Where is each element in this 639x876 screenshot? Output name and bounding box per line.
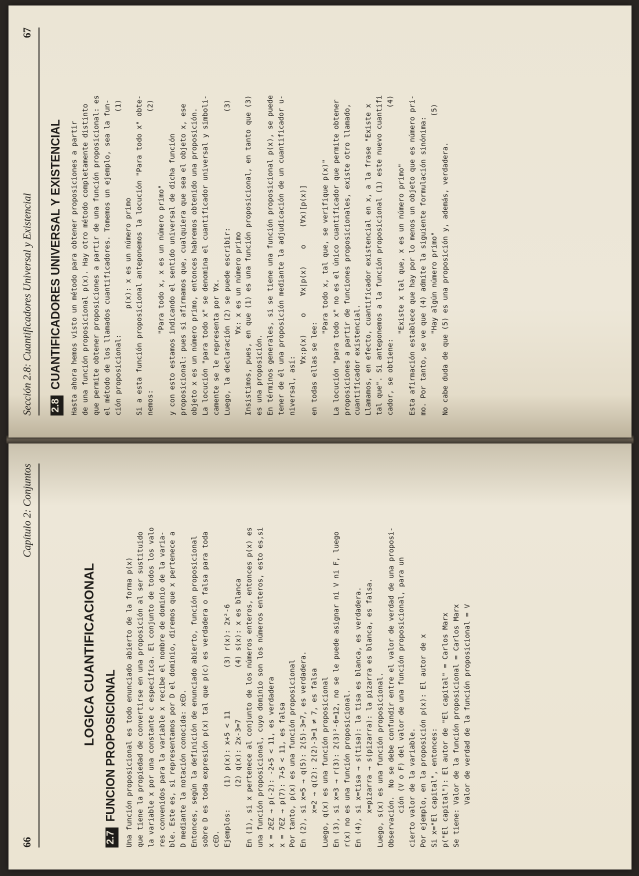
- chapter-title: LOGICA CUANTIFICACIONAL: [81, 563, 97, 746]
- left-page-number: 66: [22, 837, 34, 848]
- text-line: "Para todo x, tal que, se verifique p(x)": [320, 159, 330, 416]
- text-line: tal que". Si anteponemos a la función proposicional (1) este nuevo cuantifi: [374, 95, 384, 416]
- text-line: x=pizarra → s(pizarra): la pizarra es blanca, es falsa.: [364, 578, 374, 848]
- text-line: Insistimos, pues, en que (1) es una función proposicional, en tanto que (3): [243, 95, 253, 416]
- text-line: cierto valor de la variable.: [407, 727, 417, 848]
- text-line: "Existe x tal que, x es un número primo": [396, 163, 406, 416]
- section-number: 2.8: [51, 396, 64, 416]
- text-line: Si x="El capital", entonces:: [429, 727, 439, 848]
- left-page-content: [45, 462, 626, 848]
- text-line: En términos generales, si se tiene una función proposicional p(x), se puede: [265, 95, 275, 416]
- text-line: camente se le representa por ∀x.: [211, 278, 221, 416]
- text-line: La locución "para todo x" no es el único cuantificador que permite obtener: [331, 99, 341, 416]
- text-line: x=2 → q(2): 2(2)-3=1 ≠ 7, es falsa: [309, 668, 319, 848]
- text-line: p("El capital"): El autor de "El capital" = Carlos Marx: [440, 612, 450, 848]
- text-line: x = 7∈Z → p(7): 7+5 < 11, es falsa: [277, 702, 286, 848]
- text-line: una función proposicional, cuyo dominio son los números enteros, esto es,si: [255, 527, 265, 848]
- right-header-rule: [39, 28, 40, 416]
- text-line: cador, se obtiene: (4): [385, 95, 395, 416]
- text-line: ∀x: x es un número primo: [233, 231, 242, 416]
- right-running-head: Sección 2.8: Cuantificadores Universal y Existencial: [22, 193, 34, 416]
- text-line: c∈D.: [211, 830, 221, 848]
- text-line: Por tanto, p(x) es una función proposicional: [287, 659, 297, 848]
- text-line: es una proposición.: [254, 334, 264, 416]
- text-line: Esta afirmación establece que hay por lo menos un objeto que es número pri-: [407, 95, 417, 416]
- text-line: D mediante la notación conocida: x∈D.: [178, 689, 188, 848]
- text-line: Hasta ahora hemos visto un método para obtener proposiciones a partir: [69, 120, 79, 416]
- text-line: Valor de verdad de la función proposicional = V: [462, 604, 472, 848]
- text-line: La locución "para todo x" se denomina el cuantificador universal y simboli-: [200, 95, 210, 416]
- section-heading-2-7: [105, 462, 118, 848]
- text-line: nemos: (2): [145, 99, 155, 416]
- text-line: Ejemplos: (1) p(x): x+5 < 11 (3) r(x): 2x²-6: [222, 604, 232, 848]
- text-line: Se tiene: Valor de la función proposicional = Carlos Marx: [451, 604, 461, 848]
- text-line: Llamamos, en efecto, cuantificador existencial en x, a la frase "Existe x: [363, 103, 373, 416]
- text-line: res convenidos para la variable x recibe el nombre de dominio de la varia-: [157, 531, 167, 848]
- text-line: proposiciones a partir de funciones proposicionales, existe otro llamado,: [342, 103, 352, 416]
- text-line: objeto x es un número primo, entonces habremos obtenido una proposición.: [189, 108, 199, 416]
- left-header-rule: [39, 464, 40, 848]
- text-line: ble. Este es, si representamos por D el dominio, diremos que x pertenece a: [167, 531, 177, 848]
- text-line: ción proposicional: (1): [113, 99, 123, 416]
- section-title: FUNCION PROPOSICIONAL: [105, 669, 118, 822]
- text-line: Luego, q(x) es una función proposicional: [320, 676, 330, 848]
- right-page-content: [45, 26, 626, 416]
- text-line: Una función proposicional es todo enunciado abierto de la forma p(x): [124, 557, 134, 848]
- right-page-number: 67: [22, 27, 34, 38]
- left-running-head: Capítulo 2: Conjuntos: [22, 463, 34, 558]
- text-line: el método de los llamados cuantificadores. Tomemos un ejemplo, sea la fun-: [102, 99, 112, 416]
- text-line: Entonces, según la definición de enunciado abierto, función proposicional: [189, 535, 199, 848]
- text-line: ción (V o F) del valor de una función proposicional, para un: [396, 557, 406, 848]
- text-line: cuantificador existencial.: [352, 304, 362, 416]
- text-line: mo. Por tanto, se ve que (4) admite la siguiente formulación sinónima:: [418, 116, 428, 416]
- text-line: "Hay algún número primo" (5): [429, 103, 439, 416]
- text-line: proposicional: pues si afirmamos que, cualquiera que sea el objeto x, ese: [178, 103, 188, 416]
- text-line: que tiene la propiedad de convertirse en una proposición al ser sustituido: [135, 531, 145, 848]
- text-line: Por ejemplo, en la proposición p(x): El autor de x: [418, 633, 428, 848]
- text-line: x = 2∈Z → p(-2): -2+5 < 11, es verdadera: [266, 676, 276, 848]
- text-line: r(x) no es una función proposicional.: [342, 689, 352, 848]
- text-line: "Para todo x, x es un número primo": [156, 184, 166, 416]
- text-line: Luego, la declaración (2) se puede escribir: (3): [222, 99, 232, 416]
- text-line: Si a esta función proposicional anteponemos la locución "Para todo x" obte-: [134, 95, 144, 416]
- section-heading-2-8: [51, 26, 64, 416]
- text-line: Observación. No se debe confundir entre el valor de verdad de una proposi-: [386, 527, 396, 848]
- text-line: En (3), si x=3 → r(3): 2(3)²-6=12, no se le puede asignar ni V ni F, luego: [331, 531, 341, 848]
- text-line: No cabe duda de que (5) es una proposición y, además, verdadera.: [440, 142, 450, 416]
- text-line: y con esto estamos indicando el sentido universal de dicha función: [167, 133, 177, 416]
- book-spread: [1, 0, 639, 876]
- text-line: (2) q(x): 2x-3=7 (4) s(x): x es blanca: [233, 578, 243, 848]
- section-title: CUANTIFICADORES UNIVERSAL Y EXISTENCIAL: [50, 119, 63, 390]
- text-line: En (2), si x=5 → q(5): 2(5)-3=7, es verdadera.: [298, 651, 308, 848]
- text-line: ∀x:p(x) o ∀x|p(x) o (∀x)[p(x)]: [298, 184, 308, 416]
- text-line: que permite obtener proposiciones a partir de una función proposicional: es: [91, 95, 101, 416]
- left-page: [9, 442, 632, 870]
- text-line: niversal, así:: [287, 355, 297, 416]
- text-line: p(x): x es un número primo: [123, 197, 133, 416]
- text-line: En (4), si x=tisa → s(tisa): la tisa es blanca, es verdadera.: [353, 586, 363, 848]
- right-page: [9, 6, 632, 438]
- section-number: 2.7: [105, 828, 118, 848]
- text-line: Luego, s(x) es una función proposicional.: [375, 672, 385, 848]
- text-line: la variable x por una constante c específica. El conjunto de todos los valo: [146, 527, 156, 848]
- text-line: en todas ellas se lee:: [309, 321, 319, 416]
- text-line: En (1), si x pertenece al conjunto de los números enteros, entonces p(x) es: [244, 527, 254, 848]
- text-line: de una función proposicional p(x). Hay otro método completamente distinto: [80, 103, 90, 416]
- text-line: tener de él una proposición mediante la adjudicación de un cuantificador u-: [276, 95, 286, 416]
- text-line: sobre D es toda expresión p(x) tal que p(c) es verdadera o falsa para toda: [200, 531, 210, 848]
